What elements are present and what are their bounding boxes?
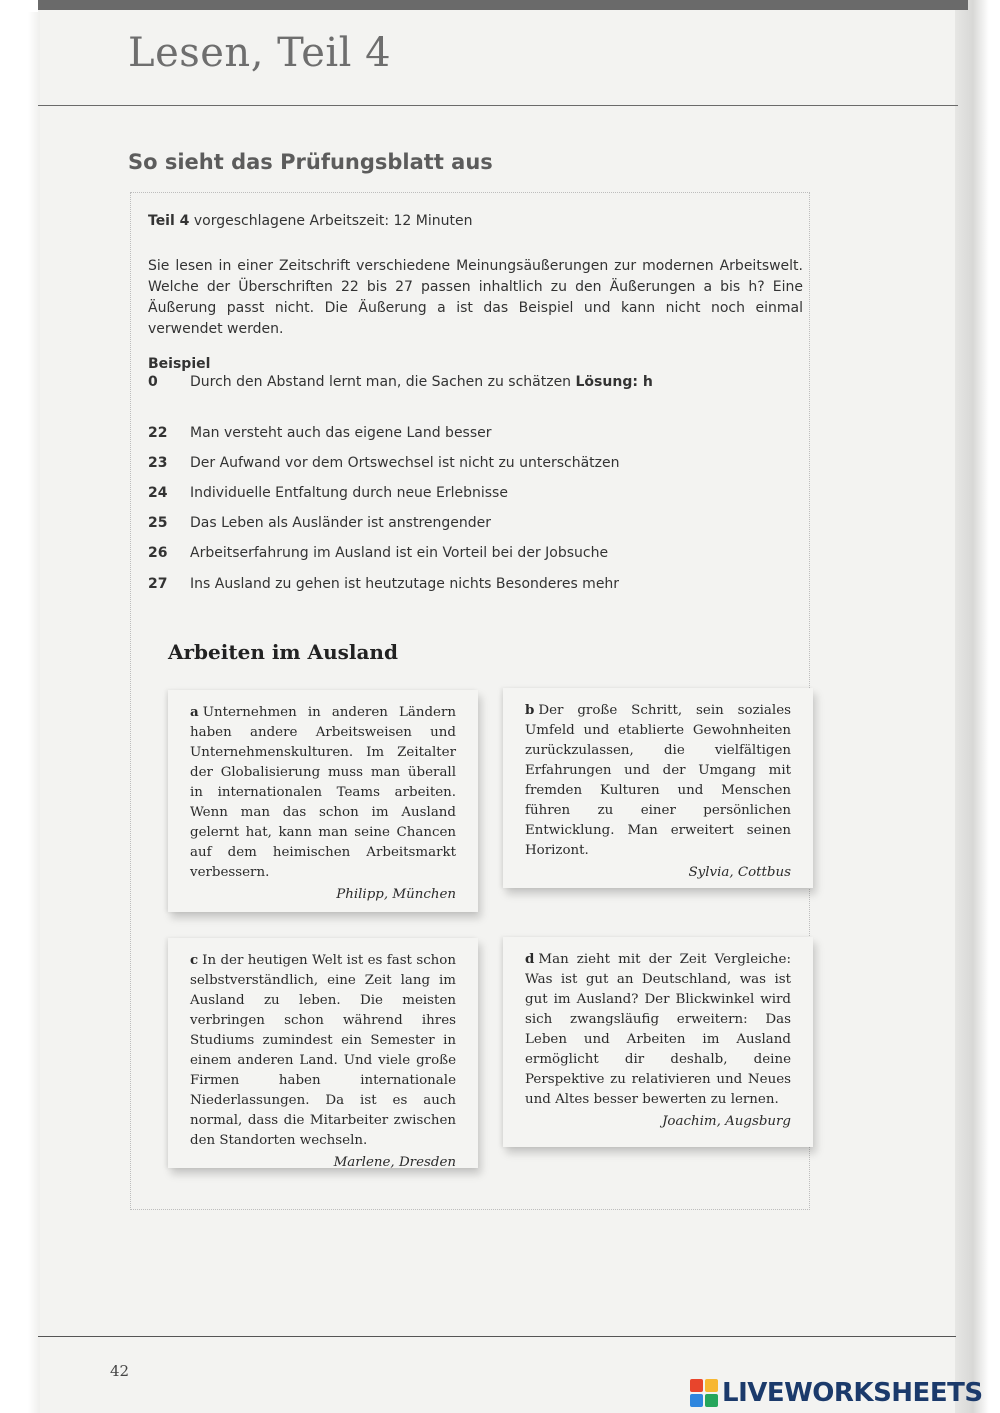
opinion-text <box>190 702 456 883</box>
opinion-body: In der heutigen Welt ist es fast schon selbstverständlich, eine Zeit lang im Ausland zu leben. Die meisten verbringen schon während ihres Studiums zumindest ein Semester in einem anderen Land. Und viele große Firmen haben internationale Niederlassungen. Da ist es auch normal, dass die Mitarbeiter zwischen den Standorten wechseln. <box>190 953 456 1148</box>
heading-number: 24 <box>148 485 168 501</box>
opinion-body: Der große Schritt, sein soziales Umfeld und etablierte Gewohnheiten zurückzulassen, die vielfältigen Erfahrungen und der Umgang mit fremden Kulturen und Menschen führen zu einer persönlichen Entwicklung. Man erweitert seinen Horizont. <box>525 703 791 858</box>
heading-number: 22 <box>148 425 168 441</box>
opinion-author: Philipp, München <box>336 887 456 902</box>
opinion-author: Sylvia, Cottbus <box>688 865 791 880</box>
opinion-letter: c <box>190 952 199 968</box>
opinion-text <box>190 950 456 1151</box>
title-divider <box>38 105 958 106</box>
opinion-author: Joachim, Augsburg <box>662 1114 791 1129</box>
opinion-letter: b <box>525 702 535 718</box>
footer-divider <box>38 1336 956 1337</box>
example-text: Durch den Abstand lernt man, die Sachen zu schätzen <box>190 374 572 390</box>
example-solution: Lösung: h <box>575 374 653 390</box>
heading-item <box>148 425 492 441</box>
logo-square <box>690 1394 703 1407</box>
time-text: vorgeschlagene Arbeitszeit: 12 Minuten <box>193 213 473 229</box>
scan-right-edge <box>955 0 1000 1413</box>
logo-square <box>690 1379 703 1392</box>
opinion-body: Man zieht mit der Zeit Vergleiche: Was ist gut an Deutschland, was ist gut im Ausland? Der Blickwinkel wird sich zwangsläufig erweitern: Das Leben und Arbeiten im Ausland ermöglicht dir deshalb, deine Perspektive zu relativieren und Neues und Altes besser bewerten zu lernen. <box>525 952 791 1107</box>
opinion-card-b <box>503 688 813 888</box>
heading-number: 27 <box>148 576 168 592</box>
opinion-card-d <box>503 937 813 1147</box>
example-number: 0 <box>148 374 158 390</box>
section-heading: So sieht das Prüfungsblatt aus <box>128 150 493 174</box>
scan-top-strip <box>38 0 968 10</box>
heading-text: Arbeitserfahrung im Ausland ist ein Vorteil bei der Jobsuche <box>190 545 609 561</box>
task-time-line <box>148 213 472 229</box>
opinion-body: Unternehmen in anderen Ländern haben andere Arbeitsweisen und Unternehmenskulturen. Im Zeitalter der Globalisierung muss man überall in internationalen Teams arbeiten. Wenn man das schon im Ausland gelernt hat, kann man seine Chancen auf dem heimischen Arbeitsmarkt verbessern. <box>190 705 456 880</box>
heading-item <box>148 485 508 501</box>
opinion-card-c <box>168 938 478 1168</box>
example-label: Beispiel <box>148 356 211 372</box>
heading-item <box>148 576 619 592</box>
heading-number: 23 <box>148 455 168 471</box>
heading-text: Das Leben als Ausländer ist anstrengender <box>190 515 492 531</box>
scan-top-corner <box>0 0 38 12</box>
heading-number: 25 <box>148 515 168 531</box>
opinion-card-a <box>168 690 478 912</box>
opinion-author: Marlene, Dresden <box>333 1155 456 1170</box>
logo-square <box>705 1379 718 1392</box>
watermark-text: LIVEWORKSHEETS <box>722 1378 983 1408</box>
task-instructions: Sie lesen in einer Zeitschrift verschiedene Meinungsäußerungen zur modernen Arbeitswelt. Welche der Überschriften 22 bis 27 passen inhaltlich zu den Äußerungen a bis h? Eine Äußerung passt nicht. Die Äußerung a ist das Beispiel und kann nicht noch einmal verwendet werden. <box>148 258 803 337</box>
page-number: 42 <box>110 1362 130 1380</box>
heading-text: Ins Ausland zu gehen ist heutzutage nichts Besonderes mehr <box>190 576 620 592</box>
opinion-letter: d <box>525 951 535 967</box>
heading-item <box>148 545 608 561</box>
page-title: Lesen, Teil 4 <box>128 30 392 76</box>
logo-square <box>705 1394 718 1407</box>
article-title: Arbeiten im Ausland <box>168 640 398 664</box>
heading-number: 26 <box>148 545 168 561</box>
heading-text: Individuelle Entfaltung durch neue Erlebnisse <box>190 485 508 501</box>
example-row <box>148 374 653 390</box>
liveworksheets-logo-icon <box>690 1379 718 1407</box>
opinion-letter: a <box>190 704 199 720</box>
teil-label: Teil 4 <box>148 213 190 229</box>
liveworksheets-watermark <box>690 1375 983 1411</box>
heading-text: Der Aufwand vor dem Ortswechsel ist nicht zu unterschätzen <box>190 455 620 471</box>
heading-item <box>148 515 491 531</box>
heading-text: Man versteht auch das eigene Land besser <box>190 425 492 441</box>
heading-item <box>148 455 620 471</box>
opinion-text <box>525 949 791 1110</box>
opinion-text <box>525 700 791 861</box>
scan-left-edge <box>0 0 40 1413</box>
